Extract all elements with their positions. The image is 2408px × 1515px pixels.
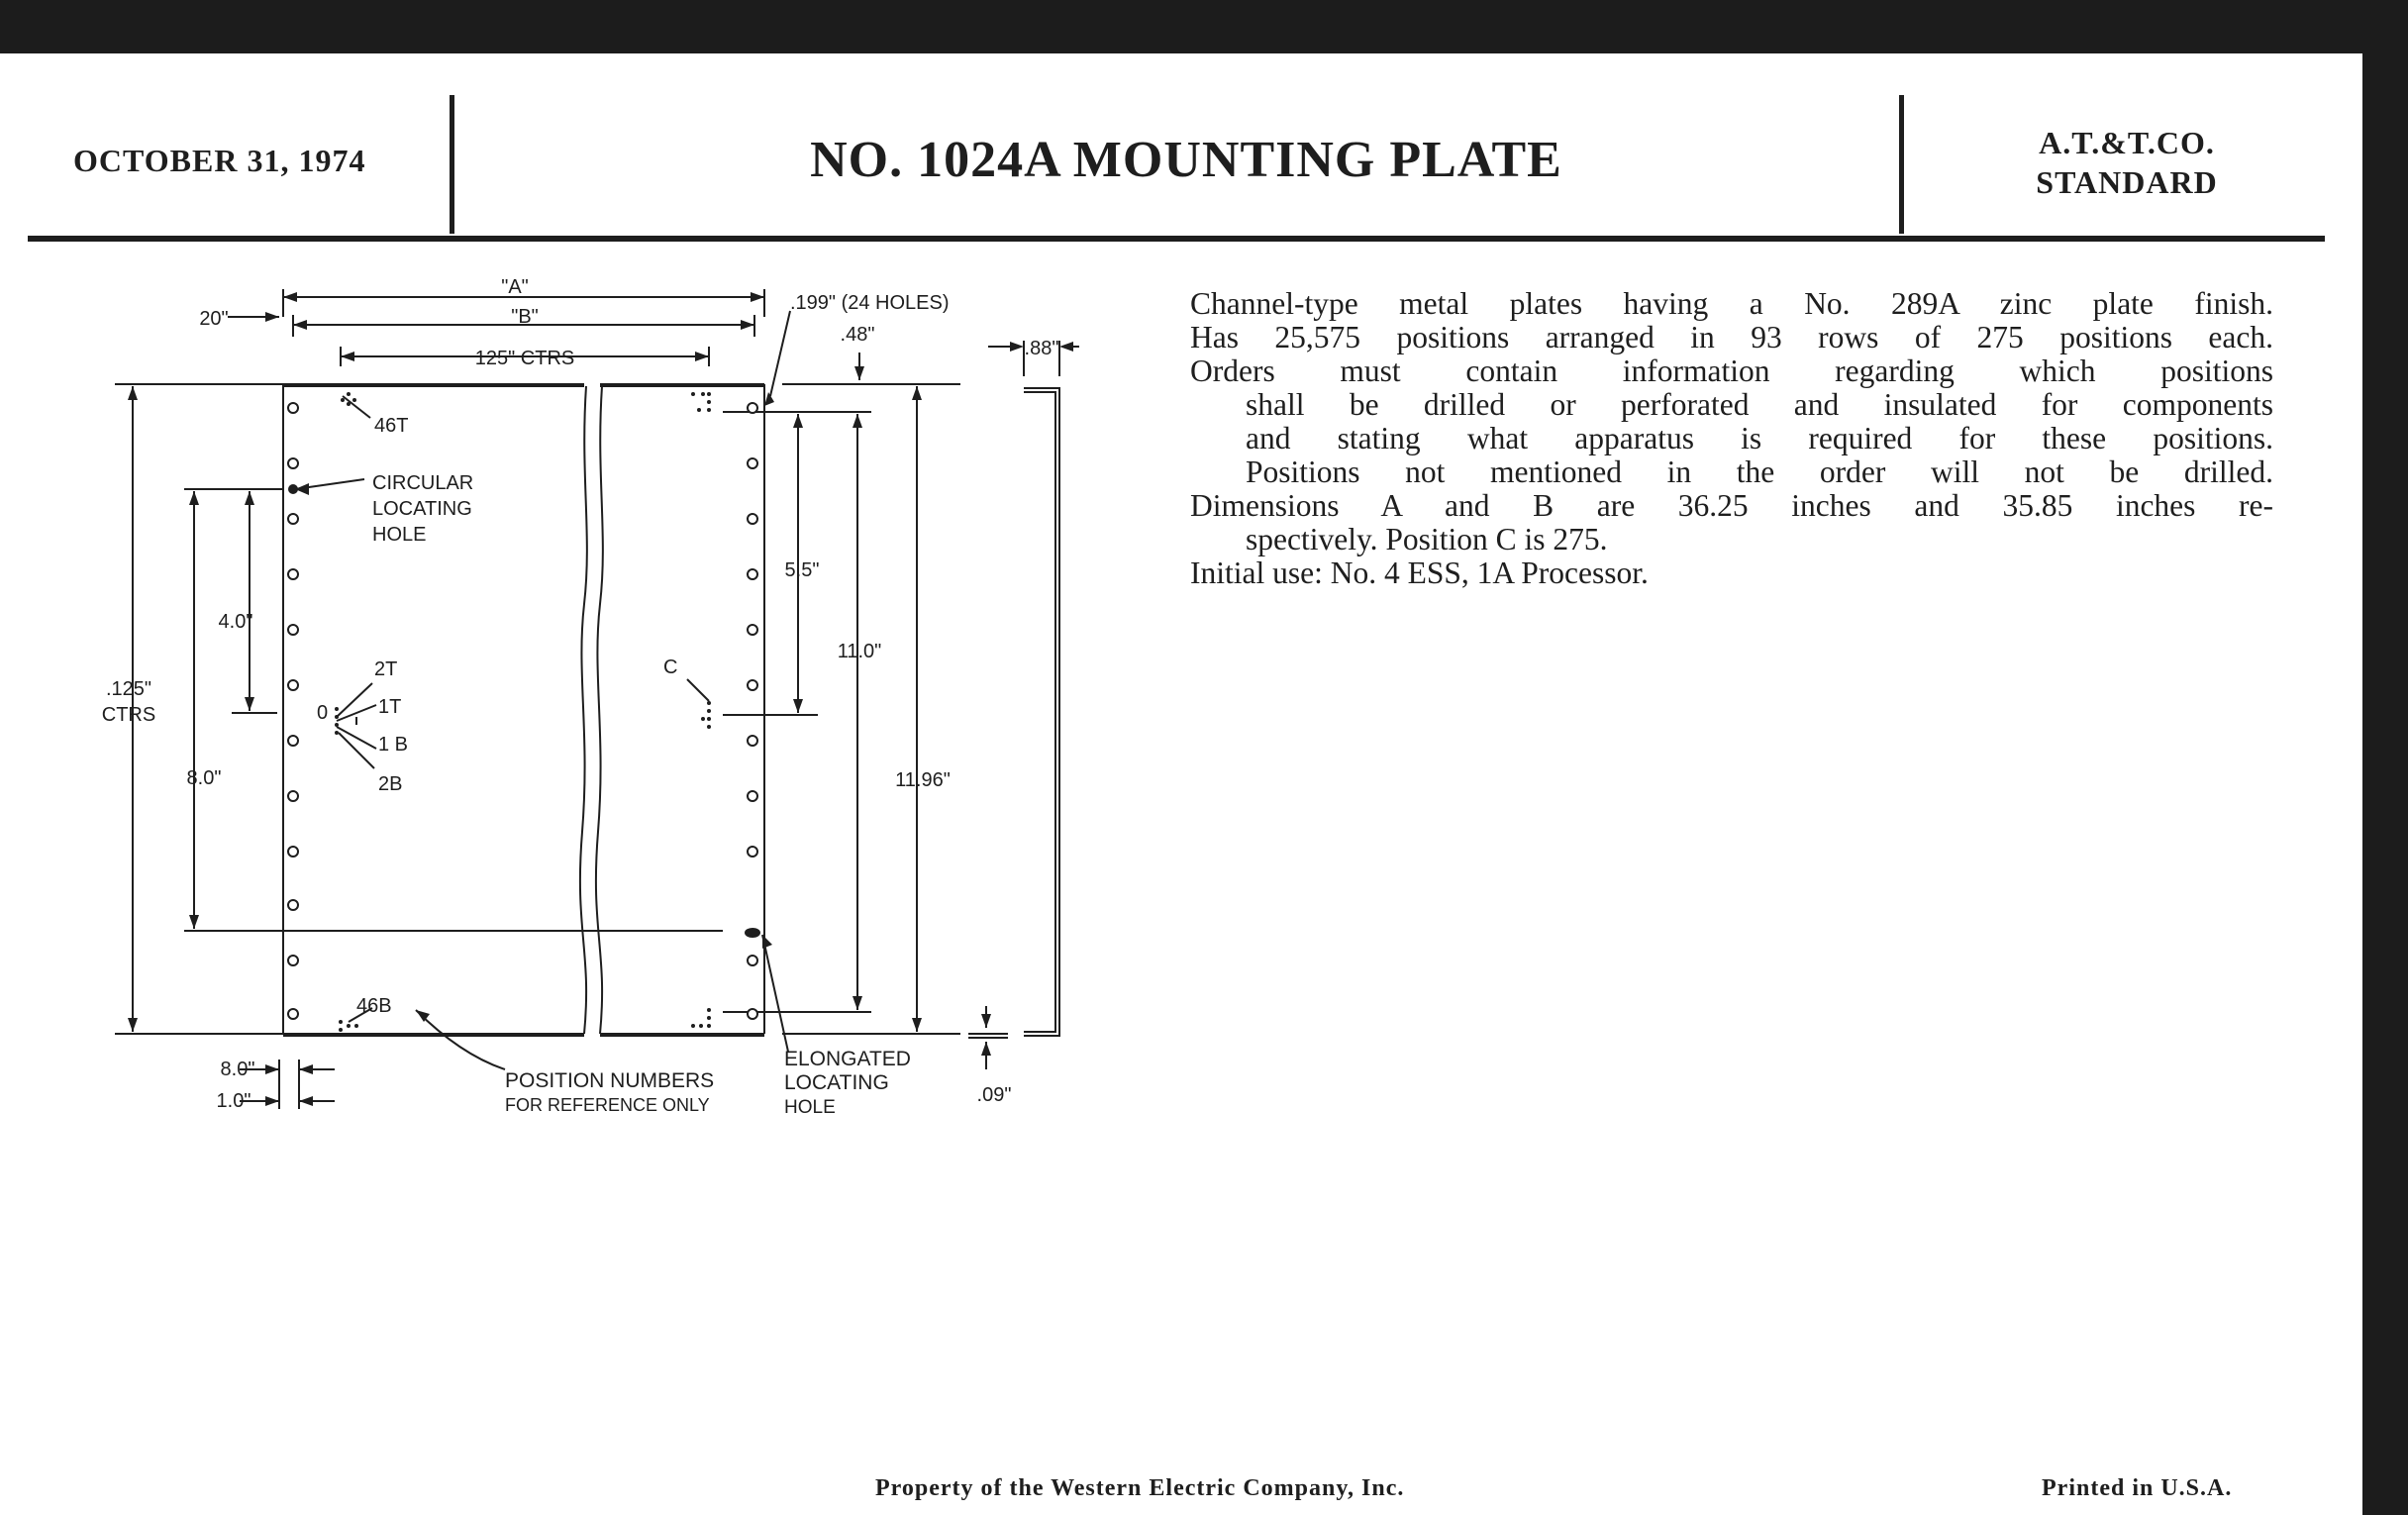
label-2t: 2T (374, 658, 398, 680)
scan-border-top (0, 0, 2408, 53)
ctrs-word-label: CTRS (101, 704, 156, 726)
circular-label-1: CIRCULAR (372, 472, 474, 494)
dim-40-label: 4.0" (218, 611, 253, 633)
description-line: spectively. Position C is 275. (1246, 522, 1608, 556)
scan-border-right (2362, 0, 2408, 1515)
description-line: and stating what apparatus is required for these positions. (1246, 421, 2273, 455)
standard-line-1: A.T.&T.CO. (2039, 125, 2215, 160)
description-line: Dimensions A and B are 36.25 inches and 35.85 inches re- (1190, 488, 2273, 523)
issue-date: OCTOBER 31, 1974 (73, 143, 366, 178)
description (1190, 287, 2273, 590)
label-46t: 46T (374, 415, 409, 437)
label-1b: 1 B (378, 734, 409, 756)
description-line: Orders must contain information regarding which positions (1190, 354, 2273, 388)
label-46b: 46B (356, 995, 392, 1017)
header-rule (28, 236, 2325, 242)
label-2b: 2B (378, 773, 403, 795)
elongated-label-1: ELONGATED (784, 1048, 911, 1070)
description-line: Positions not mentioned in the order will not be drilled. (1246, 454, 2273, 489)
position-numbers-label: POSITION NUMBERS (505, 1069, 715, 1092)
page-title: NO. 1024A MOUNTING PLATE (810, 132, 1562, 188)
label-c: C (663, 656, 678, 678)
label-1t: 1T (378, 696, 402, 718)
dim-88-label: .88" (1024, 338, 1059, 359)
holes-label: .199" (24 HOLES) (790, 292, 950, 314)
reference-only-label: FOR REFERENCE ONLY (505, 1095, 710, 1115)
dim-b-label: "B" (511, 306, 539, 328)
header (28, 95, 2325, 244)
dim-10-label: 1.0" (216, 1090, 251, 1112)
dim-125-ctrs-label: 125" CTRS (474, 348, 575, 369)
dim-09-label: .09" (976, 1084, 1012, 1106)
ctrs-value-label: .125" (105, 678, 152, 700)
property-notice: Property of the Western Electric Company, Inc. (875, 1475, 1405, 1501)
dim-48-label: .48" (840, 324, 875, 346)
circular-label-3: HOLE (372, 524, 427, 546)
elongated-label-3: HOLE (784, 1097, 836, 1118)
description-line: shall be drilled or perforated and insulated for components (1246, 387, 2273, 422)
dim-20-label: 20" (199, 308, 229, 330)
standard-line-2: STANDARD (2036, 164, 2218, 200)
elongated-label-2: LOCATING (784, 1071, 889, 1094)
printed-notice: Printed in U.S.A. (2042, 1475, 2233, 1501)
dim-55-label: 5.5" (784, 559, 820, 581)
description-line: Initial use: No. 4 ESS, 1A Processor. (1190, 556, 1649, 590)
dim-110-label: 11.0" (837, 641, 882, 662)
dim-80-label: 8.0" (186, 767, 222, 789)
description-line: Has 25,575 positions arranged in 93 rows of 275 positions each. (1190, 320, 2273, 354)
technical-drawing (89, 277, 1079, 1139)
standard-label (1939, 123, 2315, 202)
dim-a-label: "A" (501, 277, 529, 298)
header-divider-right (1899, 95, 1904, 234)
dim-1196-label: 11.96" (895, 769, 951, 791)
dim-80b-label: 8.0" (220, 1059, 255, 1080)
label-0: 0 (317, 702, 329, 724)
circular-label-2: LOCATING (372, 498, 472, 520)
description-line: Channel-type metal plates having a No. 289A zinc plate finish. (1190, 286, 2273, 321)
